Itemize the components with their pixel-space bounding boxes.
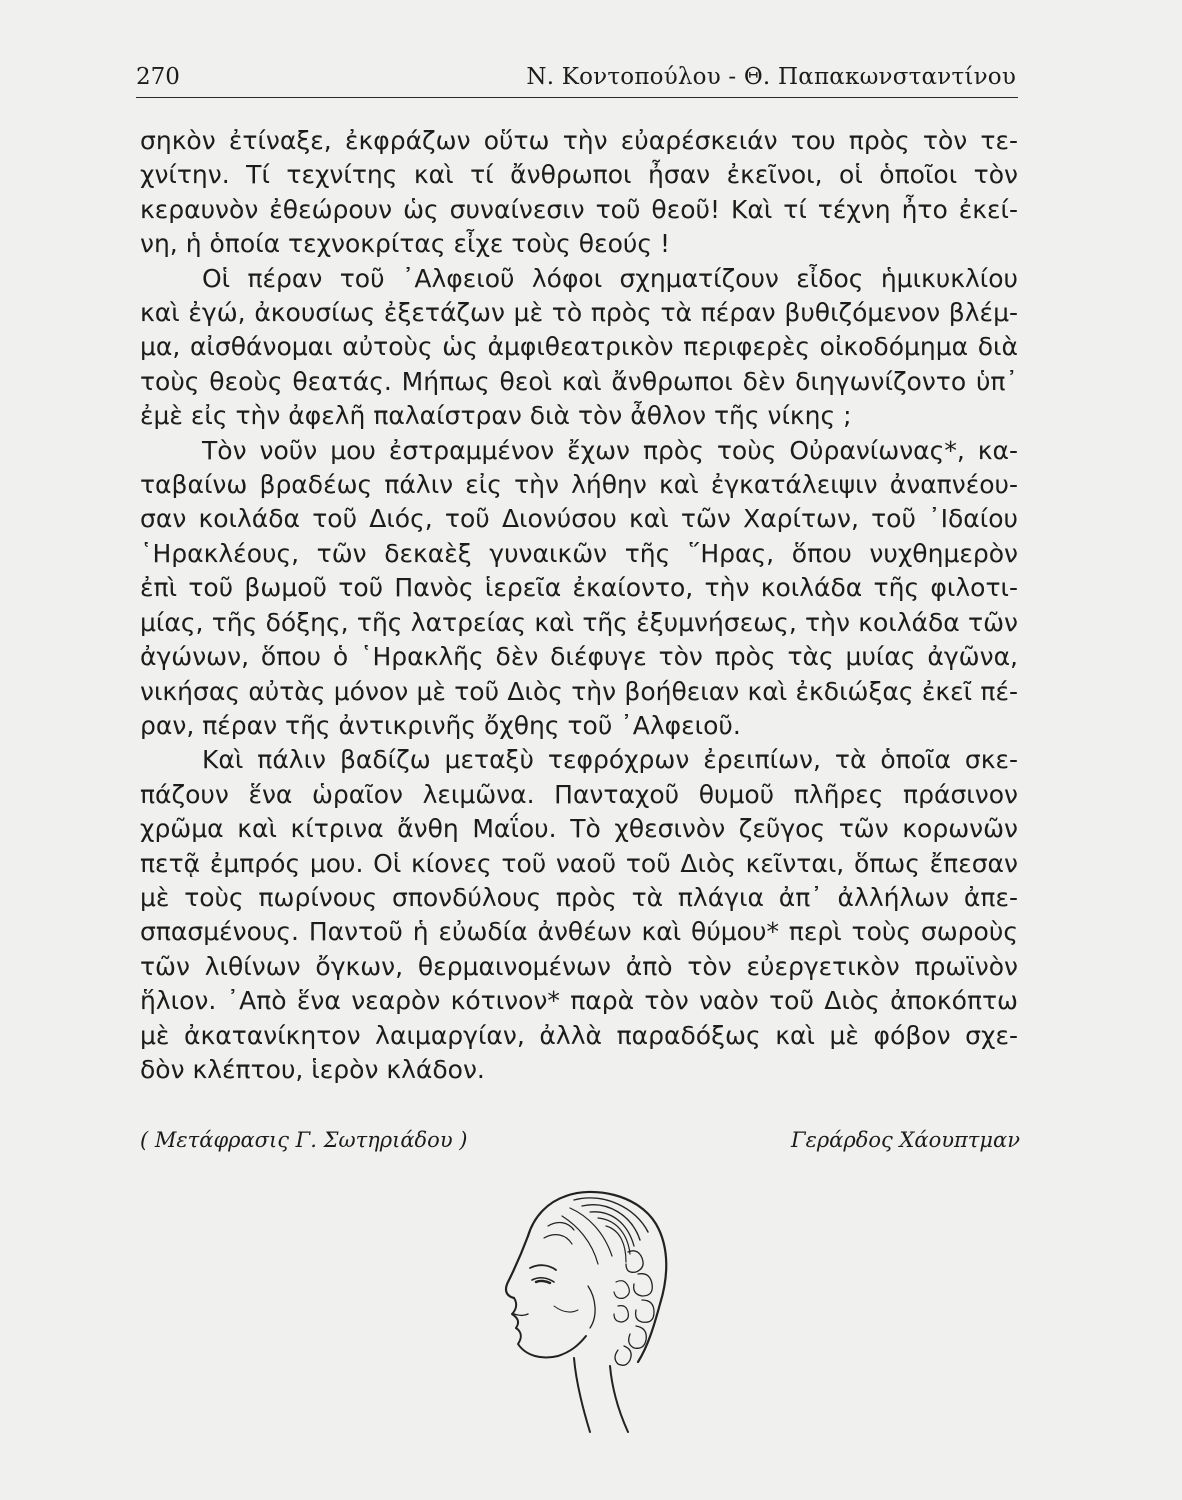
text-line: ἥλιον. ᾿Απὸ ἕνα νεαρὸν κότινον* παρὰ τὸν ναὸν τοῦ Διὸς ἀποκόπτω bbox=[140, 986, 1018, 1016]
text-line: κεραυνὸν ἐθεώρουν ὡς συναίνεσιν τοῦ θεοῦ! Καὶ τί τέχνη ἦτο ἐκεί- bbox=[140, 194, 1018, 224]
text-line: μίας, τῆς δόξης, τῆς λατρείας καὶ τῆς ἐξυμνήσεως, τὴν κοιλάδα τῶν bbox=[140, 607, 1018, 637]
text-line: Τὸν νοῦν μου ἐστραμμένον ἔχων πρὸς τοὺς Οὐρανίωνας*, κα- bbox=[202, 435, 1018, 465]
text-line: πάζουν ἕνα ὡραῖον λειμῶνα. Πανταχοῦ θυμοῦ πλῆρες πράσινον bbox=[140, 779, 1018, 809]
author-name: Γεράρδος Χάουπτμαν bbox=[791, 1128, 1020, 1152]
page-number: 270 bbox=[136, 64, 180, 90]
text-line: ἐμὲ εἰς τὴν ἀφελῆ παλαίστραν διὰ τὸν ἆθλον τῆς νίκης ; bbox=[140, 401, 852, 431]
header-rule bbox=[136, 97, 1018, 98]
text-line: Οἱ πέραν τοῦ ᾿Αλφειοῦ λόφοι σχηματίζουν εἶδος ἡμικυκλίου bbox=[202, 263, 1018, 293]
text-line: Καὶ πάλιν βαδίζω μεταξὺ τεφρόχρων ἐρειπίων, τὰ ὁποῖα σκε- bbox=[202, 745, 1018, 775]
text-line: τῶν λιθίνων ὄγκων, θερμαινομένων ἀπὸ τὸν εὐεργετικὸν πρωϊνὸν bbox=[140, 951, 1018, 981]
page-header bbox=[136, 58, 1016, 98]
text-line: νικήσας αὐτὰς μόνον μὲ τοῦ Διὸς τὴν βοήθειαν καὶ ἐκδιώξας ἐκεῖ πέ- bbox=[140, 676, 1018, 706]
text-line: ταβαίνω βραδέως πάλιν εἰς τὴν λήθην καὶ ἐγκατάλειψιν ἀναπνέου- bbox=[140, 470, 1018, 500]
text-line: χρῶμα καὶ κίτρινα ἄνθη Μαΐου. Τὸ χθεσινὸν ζεῦγος τῶν κορωνῶν bbox=[140, 814, 1018, 844]
text-line: μὲ ἀκατανίκητον λαιμαργίαν, ἀλλὰ παραδόξως καὶ μὲ φόβον σχε- bbox=[140, 1020, 1018, 1050]
text-line: ραν, πέραν τῆς ἀντικρινῆς ὄχθης τοῦ ᾿Αλφειοῦ. bbox=[140, 710, 741, 740]
running-title: Ν. Κοντοπούλου - Θ. Παπακωνσταντίνου bbox=[526, 64, 1016, 90]
text-line: μα, αἰσθάνομαι αὐτοὺς ὡς ἀμφιθεατρικὸν περιφερὲς οἰκοδόμημα διὰ bbox=[140, 332, 1018, 362]
attribution bbox=[140, 1128, 1020, 1164]
text-line: ῾Ηρακλέους, τῶν δεκαὲξ γυναικῶν τῆς ῞Ηρας, ὅπου νυχθημερὸν bbox=[140, 538, 1018, 568]
article-body bbox=[140, 124, 1018, 1087]
text-line: νη, ἡ ὁποία τεχνοκρίτας εἶχε τοὺς θεούς ! bbox=[140, 229, 671, 259]
woman-profile-portrait-icon bbox=[478, 1186, 678, 1436]
text-line: καὶ ἐγώ, ἀκουσίως ἐξετάζων μὲ τὸ πρὸς τὰ πέραν βυθιζόμενον βλέμ- bbox=[140, 298, 1018, 328]
text-line: σηκὸν ἐτίναξε, ἐκφράζων οὕτω τὴν εὐαρέσκειάν του πρὸς τὸν τε- bbox=[140, 126, 1018, 155]
text-line: σπασμένους. Παντοῦ ἡ εὐωδία ἀνθέων καὶ θύμου* περὶ τοὺς σωροὺς bbox=[140, 917, 1018, 947]
text-line: ἐπὶ τοῦ βωμοῦ τοῦ Πανὸς ἱερεῖα ἐκαίοντο, τὴν κοιλάδα τῆς φιλοτι- bbox=[140, 573, 1018, 603]
translator-credit: ( Μετάφρασις Γ. Σωτηριάδου ) bbox=[140, 1128, 468, 1152]
text-line: τοὺς θεοὺς θεατάς. Μήπως θεοὶ καὶ ἄνθρωποι δὲν διηγωνίζοντο ὑπ᾿ bbox=[140, 366, 1018, 396]
text-line: σαν κοιλάδα τοῦ Διός, τοῦ Διονύσου καὶ τῶν Χαρίτων, τοῦ ᾿Ιδαίου bbox=[140, 504, 1018, 534]
text-line: χνίτην. Τί τεχνίτης καὶ τί ἄνθρωποι ἦσαν ἐκεῖνοι, οἱ ὁποῖοι τὸν bbox=[140, 160, 1018, 190]
text-line: μὲ τοὺς πωρίνους σπονδύλους πρὸς τὰ πλάγια ἀπ᾿ ἀλλήλων ἀπε- bbox=[140, 882, 1018, 912]
text-line: δὸν κλέπτου, ἱερὸν κλάδον. bbox=[140, 1054, 485, 1084]
text-line: πετᾷ ἐμπρός μου. Οἱ κίονες τοῦ ναοῦ τοῦ Διὸς κεῖνται, ὅπως ἔπεσαν bbox=[140, 848, 1018, 878]
text-line: ἀγώνων, ὅπου ὁ ῾Ηρακλῆς δὲν διέφυγε τὸν πρὸς τὰς μυίας ἀγῶνα, bbox=[140, 642, 1018, 672]
